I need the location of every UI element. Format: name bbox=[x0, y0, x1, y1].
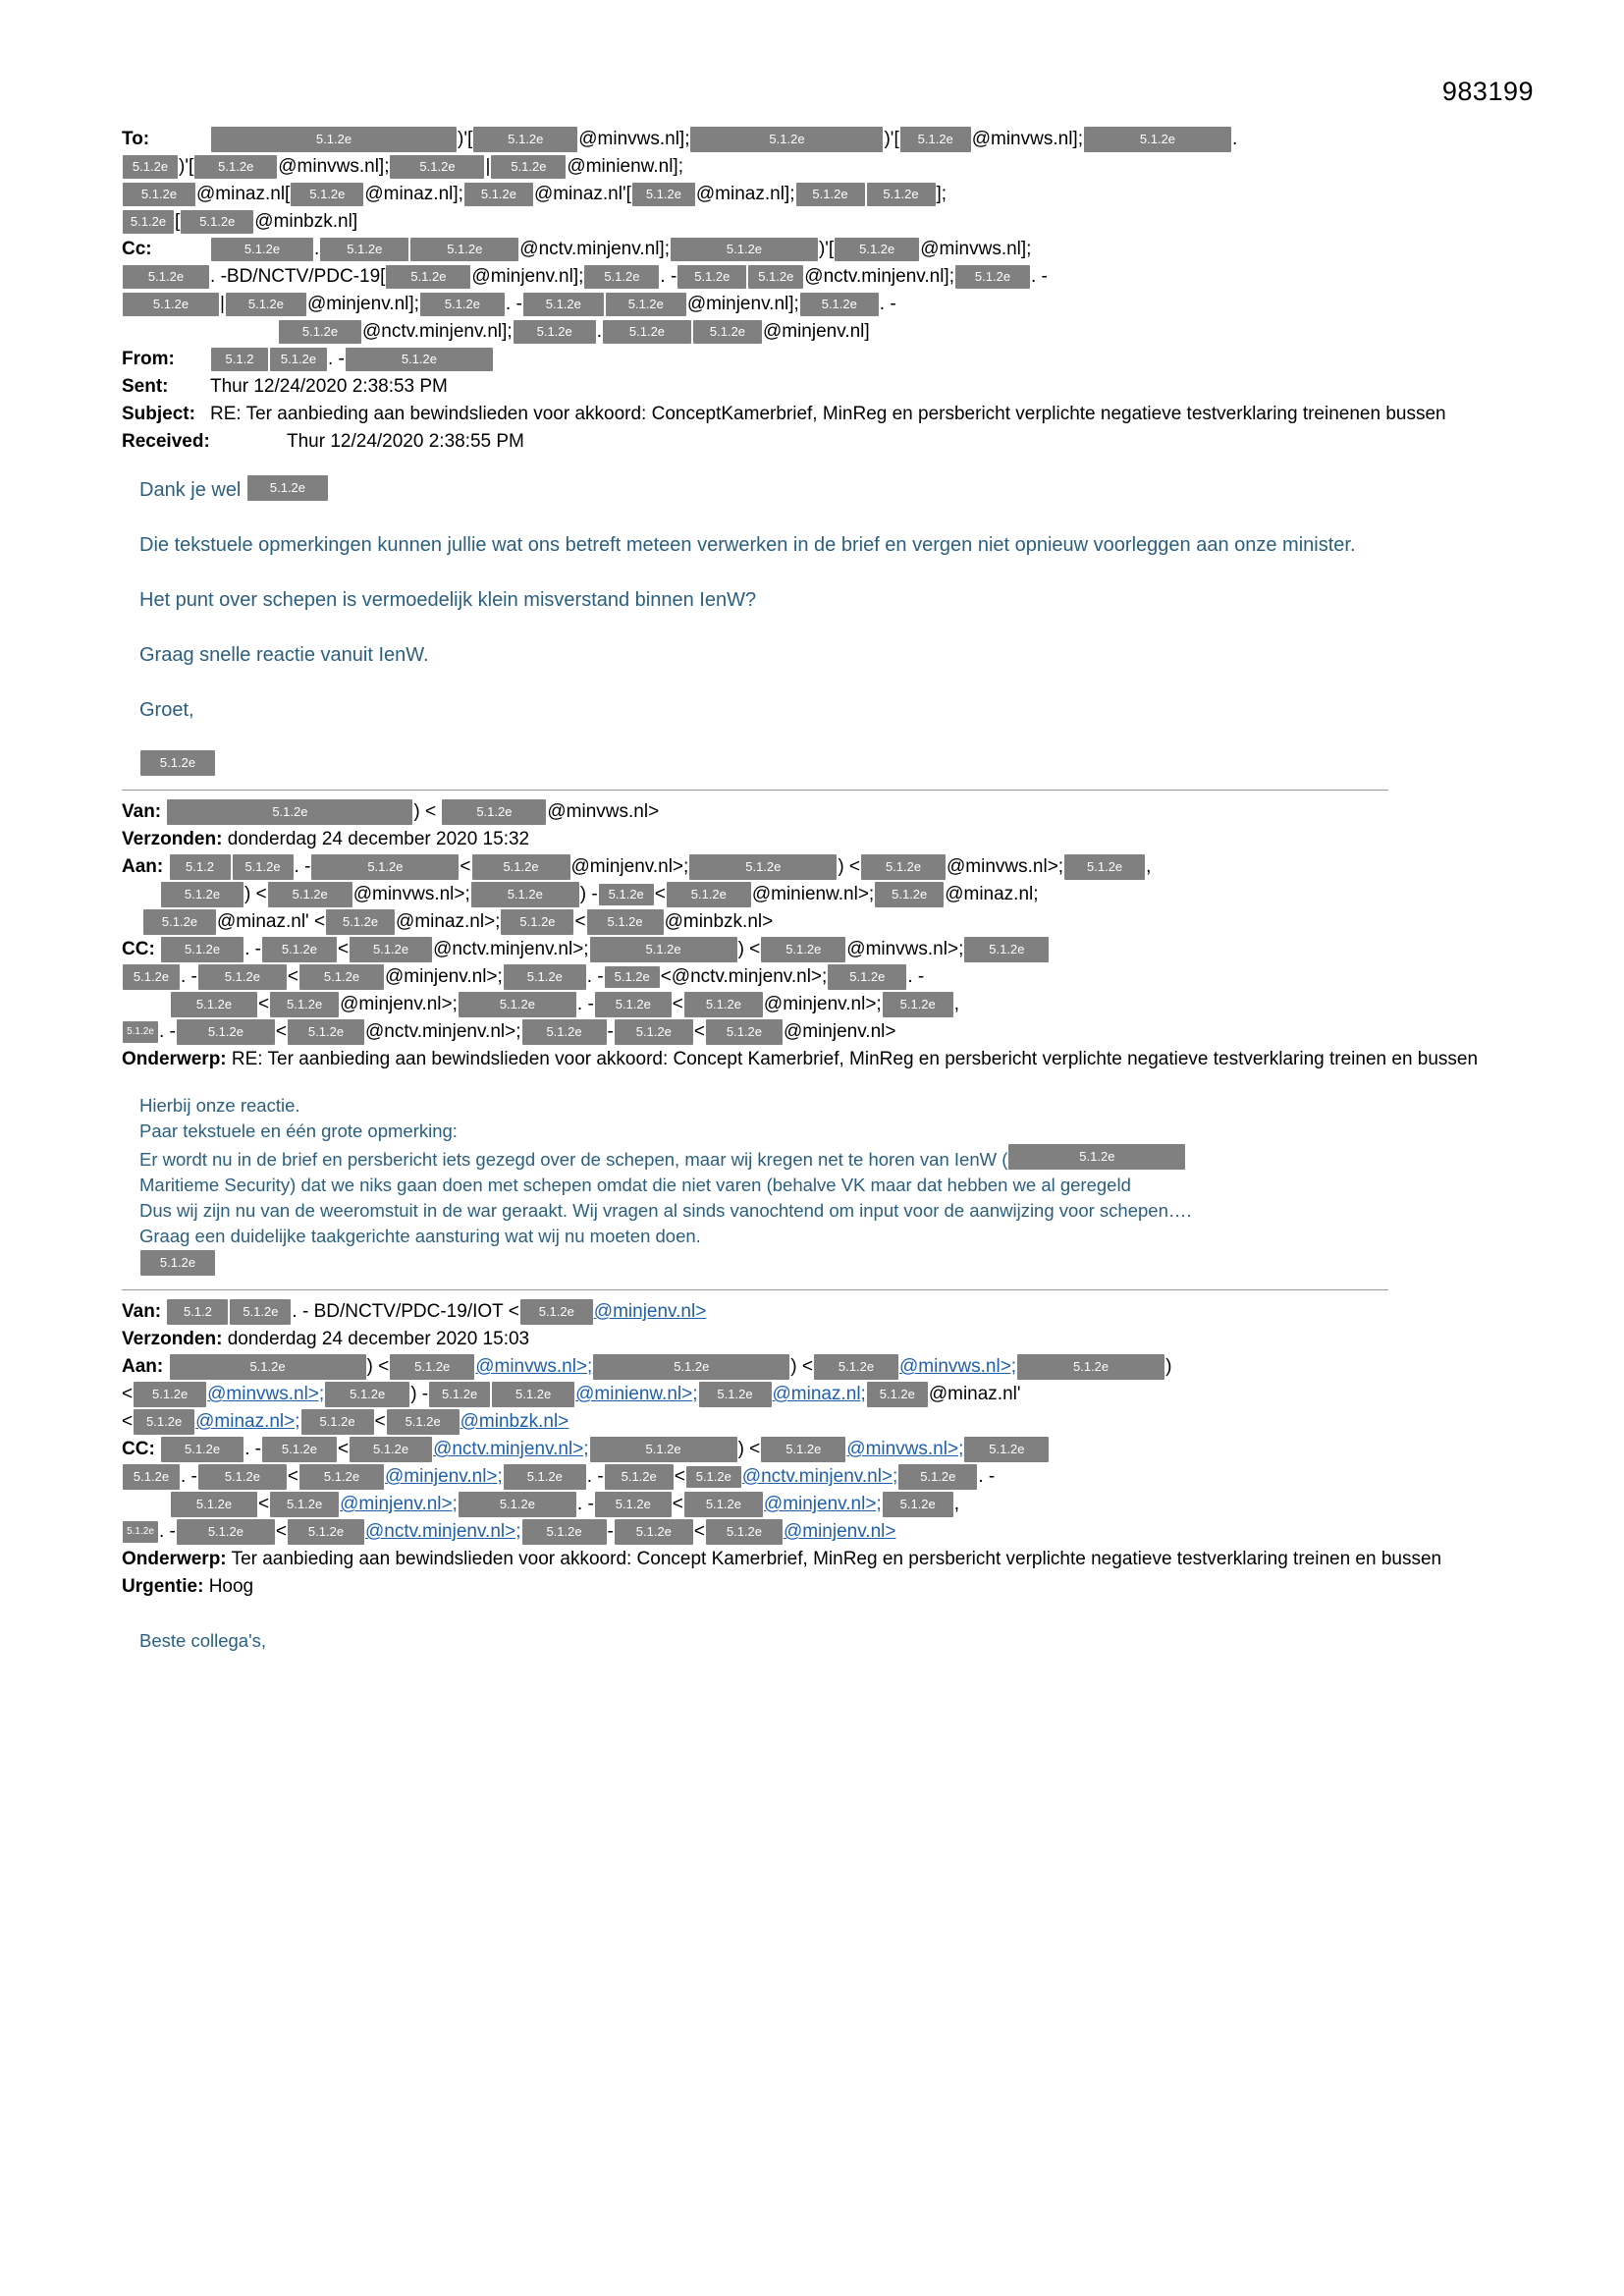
redaction: 5.1.2e bbox=[350, 937, 432, 962]
q1-d12: @nctv.minjenv.nl>; bbox=[671, 966, 828, 987]
q2-d12[interactable]: @nctv.minjenv.nl>; bbox=[741, 1466, 898, 1488]
cc-domain-7: @nctv.minjenv.nl]; bbox=[362, 321, 513, 342]
from-value: 5.1.2 5.1.2e . - 5.1.2e bbox=[210, 349, 494, 369]
redaction: 5.1.2e bbox=[898, 1464, 977, 1490]
redaction: 5.1.2e bbox=[761, 937, 845, 962]
redaction: 5.1.2e bbox=[140, 750, 215, 776]
q2-body-greeting: Beste collega's, bbox=[139, 1630, 266, 1652]
quote2-van-domain[interactable]: @minjenv.nl> bbox=[593, 1301, 707, 1323]
to-domain-3: @minvws.nl]; bbox=[278, 156, 390, 177]
quote2-cc-label: CC: bbox=[122, 1439, 155, 1460]
q1-body-line-1: Hierbij onze reactie. bbox=[139, 1095, 300, 1116]
q1-body-line-5: Dus wij zijn nu van de weeromstuit in de war geraakt. Wij vragen al sinds vanochtend om input voor de aanwijzing voor schepen…. bbox=[139, 1200, 1192, 1221]
q1-body-line-3-text: Er wordt nu in de brief en persbericht iets gezegd over de schepen, maar wij kregen net te horen van IenW ( bbox=[139, 1149, 1008, 1170]
redaction: 5.1.2e bbox=[796, 183, 865, 206]
q1-d9: @nctv.minjenv.nl>; bbox=[433, 939, 589, 959]
to-domain-4: @minienw.nl]; bbox=[567, 156, 683, 177]
redaction: 5.1.2e bbox=[288, 1019, 364, 1045]
body-paragraph-1: Die tekstuele opmerkingen kunnen jullie wat ons betreft meteen verwerken in de brief en vergen niet opnieuw voorleggen aan onze minister. bbox=[139, 534, 1356, 556]
q1-d15: @nctv.minjenv.nl>; bbox=[365, 1021, 521, 1042]
cc-domain-6: @minjenv.nl]; bbox=[686, 294, 799, 314]
redaction: 5.1.2e bbox=[301, 1409, 374, 1435]
received-value: Thur 12/24/2020 2:38:55 PM bbox=[287, 431, 524, 452]
redaction: 5.1.2e bbox=[867, 183, 936, 206]
redaction: 5.1.2e bbox=[299, 964, 384, 990]
redaction: 5.1.2e bbox=[900, 127, 971, 152]
q2-d5[interactable]: @minaz.nl; bbox=[772, 1384, 866, 1405]
to-label: To: bbox=[122, 129, 150, 149]
quote1-aan-row-2: 5.1.2e ) < 5.1.2e @minvws.nl>; 5.1.2e ) - 5.1.2e < 5.1.2e @minienw.nl>; 5.1.2e @minaz.nl; bbox=[122, 881, 1516, 908]
redaction: 5.1.2e bbox=[325, 1382, 409, 1407]
quote2-van-label: Van: bbox=[122, 1301, 162, 1323]
redaction: 5.1.2e bbox=[429, 1382, 490, 1407]
cc-domain-5: @minjenv.nl]; bbox=[306, 294, 419, 314]
redaction: 5.1.2e bbox=[123, 210, 174, 234]
quote1-van-row: Van: 5.1.2e ) < 5.1.2e @minvws.nl> bbox=[122, 798, 1516, 826]
q1-body-signature bbox=[139, 1249, 1516, 1276]
redaction: 5.1.2e bbox=[198, 964, 287, 990]
header-to-row-2: 5.1.2e )'[ 5.1.2e @minvws.nl]; 5.1.2e | 5.1.2e @minienw.nl]; bbox=[122, 153, 1516, 181]
document-id: 983199 bbox=[1441, 77, 1534, 106]
redaction: 5.1.2e bbox=[800, 293, 879, 316]
redaction: 5.1.2e bbox=[492, 1382, 574, 1407]
redaction: 5.1.2e bbox=[346, 348, 493, 371]
cc-value: 5.1.2e . 5.1.2e 5.1.2e @nctv.minjenv.nl]; 5.1.2e )'[ 5.1.2e @minvws.nl]; bbox=[210, 239, 1031, 259]
q1-d7: @minaz.nl>; bbox=[396, 911, 501, 932]
redaction: 5.1.2e bbox=[593, 1354, 789, 1380]
redaction: 5.1.2e bbox=[464, 183, 533, 206]
redaction: 5.1.2e bbox=[595, 992, 672, 1017]
q1-d4: @minienw.nl>; bbox=[751, 884, 875, 904]
redaction: 5.1.2e bbox=[686, 1466, 741, 1488]
redaction: 5.1.2e bbox=[299, 1464, 384, 1490]
redaction: 5.1.2e bbox=[520, 1299, 593, 1325]
cc-domain-8: @minjenv.nl] bbox=[762, 321, 870, 342]
quote2-urgentie-value: Hoog bbox=[208, 1576, 254, 1598]
redaction: 5.1.2 bbox=[211, 348, 268, 371]
q1-d1: @minjenv.nl>; bbox=[570, 856, 689, 877]
quote2-verzonden-label: Verzonden: bbox=[122, 1329, 223, 1350]
to-value: 5.1.2e )'[ 5.1.2e @minvws.nl]; 5.1.2e )'[ 5.1.2e @minvws.nl]; 5.1.2e . bbox=[210, 129, 1237, 149]
redaction: 5.1.2e bbox=[123, 183, 195, 206]
redaction: 5.1.2e bbox=[390, 1354, 474, 1380]
redaction: 5.1.2e bbox=[350, 1437, 432, 1462]
body-greeting-line bbox=[139, 475, 1516, 505]
q2-d2[interactable]: @minvws.nl>; bbox=[899, 1356, 1017, 1378]
to-domain-5: @minaz.nl[ bbox=[196, 184, 291, 204]
q2-d15[interactable]: @nctv.minjenv.nl>; bbox=[365, 1521, 521, 1543]
quote1-onderwerp-row bbox=[122, 1046, 1516, 1073]
quote2-van-row bbox=[122, 1298, 1516, 1326]
q1-body-line-6: Graag een duidelijke taakgerichte aansturing wat wij nu moeten doen. bbox=[139, 1226, 701, 1246]
q1-d8: @minbzk.nl> bbox=[664, 911, 774, 932]
quote-divider-1 bbox=[122, 790, 1388, 791]
redaction: 5.1.2e bbox=[706, 1019, 783, 1045]
redaction: 5.1.2e bbox=[1008, 1144, 1185, 1170]
redaction: 5.1.2e bbox=[386, 265, 470, 289]
quote1-aan-row: Aan: 5.1.2 5.1.2e . - 5.1.2e < 5.1.2e @minjenv.nl>; 5.1.2e ) < 5.1.2e @minvws.nl>; 5.1.2e , bbox=[122, 853, 1516, 881]
redaction: 5.1.2e bbox=[123, 1021, 158, 1043]
redaction: 5.1.2e bbox=[247, 475, 328, 501]
redaction: 5.1.2e bbox=[161, 937, 244, 962]
quote2-cc-row-3: 5.1.2e < 5.1.2e @minjenv.nl>; 5.1.2e . - 5.1.2e < 5.1.2e @minjenv.nl>; 5.1.2e , bbox=[122, 1491, 1516, 1518]
from-label: From: bbox=[122, 349, 175, 369]
body-paragraph-4: Groet, bbox=[139, 699, 194, 721]
redaction: 5.1.2e bbox=[171, 992, 257, 1017]
quote2-onderwerp-label: Onderwerp: bbox=[122, 1549, 227, 1570]
redaction: 5.1.2e bbox=[523, 293, 604, 316]
redaction: 5.1.2e bbox=[270, 348, 327, 371]
redaction: 5.1.2 bbox=[170, 854, 231, 880]
redaction: 5.1.2e bbox=[883, 992, 953, 1017]
redaction: 5.1.2e bbox=[684, 1492, 763, 1517]
email-body bbox=[139, 475, 1516, 725]
redaction: 5.1.2e bbox=[473, 127, 577, 152]
redaction: 5.1.2e bbox=[134, 1382, 206, 1407]
redaction: 5.1.2e bbox=[835, 238, 919, 261]
redaction: 5.1.2e bbox=[194, 155, 277, 179]
header-to-row-4: 5.1.2e [ 5.1.2e @minbzk.nl] bbox=[122, 208, 1516, 236]
quote2-aan-row: Aan: 5.1.2e ) < 5.1.2e @minvws.nl>; 5.1.2e ) < 5.1.2e @minvws.nl>; 5.1.2e ) bbox=[122, 1353, 1516, 1381]
header-subject-row bbox=[122, 401, 1516, 428]
quoted-message-1 bbox=[122, 798, 1516, 1073]
redaction: 5.1.2e bbox=[690, 127, 883, 152]
redaction: 5.1.2e bbox=[167, 799, 412, 825]
quote1-verzonden-value: donderdag 24 december 2020 15:32 bbox=[227, 829, 530, 849]
redaction: 5.1.2e bbox=[211, 127, 457, 152]
redaction: 5.1.2e bbox=[955, 265, 1030, 289]
quote2-onderwerp-row bbox=[122, 1546, 1516, 1573]
quote2-van-suffix: . - BD/NCTV/PDC-19/IOT < bbox=[292, 1301, 519, 1323]
quote1-verzonden-row bbox=[122, 826, 1516, 853]
header-received-row bbox=[122, 428, 1516, 456]
q2-d9[interactable]: @nctv.minjenv.nl>; bbox=[433, 1439, 589, 1460]
quote1-onderwerp-value: RE: Ter aanbieding aan bewindslieden voor akkoord: Concept Kamerbrief, MinReg en persbericht verplichte negatieve testverklaring treinen en bussen bbox=[231, 1049, 1479, 1069]
redaction: 5.1.2e bbox=[123, 1521, 158, 1543]
redaction: 5.1.2e bbox=[587, 909, 664, 935]
quote1-van-label: Van: bbox=[122, 801, 162, 822]
redaction: 5.1.2e bbox=[599, 884, 654, 905]
redaction: 5.1.2e bbox=[605, 966, 660, 988]
q2-d11[interactable]: @minjenv.nl>; bbox=[385, 1466, 503, 1488]
q1-d11: @minjenv.nl>; bbox=[385, 966, 503, 987]
redaction: 5.1.2e bbox=[522, 1519, 607, 1545]
body-paragraph-2: Het punt over schepen is vermoedelijk klein misverstand binnen IenW? bbox=[139, 589, 757, 611]
redaction: 5.1.2e bbox=[615, 1019, 693, 1045]
cc-domain-2: @minvws.nl]; bbox=[920, 239, 1032, 259]
q1-body-line-4: Maritieme Security) dat we niks gaan doen met schepen omdat die niet varen (behalve VK maar dat hebben we al geregeld bbox=[139, 1175, 1131, 1195]
header-cc-row-3: 5.1.2e | 5.1.2e @minjenv.nl]; 5.1.2e . - 5.1.2e 5.1.2e @minjenv.nl]; 5.1.2e . - bbox=[122, 291, 1516, 318]
redaction: 5.1.2e bbox=[123, 964, 180, 990]
redaction: 5.1.2e bbox=[867, 1382, 928, 1407]
subject-label: Subject: bbox=[122, 404, 195, 424]
redaction: 5.1.2e bbox=[270, 992, 339, 1017]
quote1-cc-label: CC: bbox=[122, 939, 155, 959]
redaction: 5.1.2e bbox=[761, 1437, 845, 1462]
q1-d16: @minjenv.nl> bbox=[783, 1021, 896, 1042]
redaction: 5.1.2e bbox=[590, 937, 737, 962]
header-to-row bbox=[122, 126, 1516, 153]
redaction: 5.1.2e bbox=[504, 1464, 586, 1490]
to-domain-2: @minvws.nl]; bbox=[971, 129, 1083, 149]
redaction: 5.1.2e bbox=[605, 1464, 674, 1490]
redaction: 5.1.2e bbox=[270, 1492, 339, 1517]
quote1-van-domain: @minvws.nl> bbox=[547, 801, 660, 822]
quote2-aan-row-2: < 5.1.2e @minvws.nl>; 5.1.2e ) - 5.1.2e 5.1.2e @minienw.nl>; 5.1.2e @minaz.nl; 5.1.2e @minaz.nl' bbox=[122, 1381, 1516, 1408]
sent-value: Thur 12/24/2020 2:38:53 PM bbox=[210, 376, 448, 397]
q2-d13[interactable]: @minjenv.nl>; bbox=[340, 1494, 458, 1515]
redaction: 5.1.2e bbox=[1017, 1354, 1164, 1380]
q1-d13: @minjenv.nl>; bbox=[340, 994, 458, 1014]
redaction: 5.1.2e bbox=[177, 1519, 275, 1545]
q2-d6: @minaz.nl' bbox=[928, 1384, 1021, 1405]
quote1-onderwerp-label: Onderwerp: bbox=[122, 1049, 227, 1069]
quote2-verzonden-row bbox=[122, 1326, 1516, 1353]
to-domain-7: @minaz.nl'[ bbox=[533, 184, 631, 204]
redaction: 5.1.2e bbox=[875, 882, 944, 907]
quote2-urgentie-row bbox=[122, 1573, 1516, 1601]
q2-d1[interactable]: @minvws.nl>; bbox=[475, 1356, 593, 1378]
redaction: 5.1.2e bbox=[226, 293, 306, 316]
redaction: 5.1.2e bbox=[198, 1464, 287, 1490]
redaction: 5.1.2e bbox=[442, 799, 546, 825]
q1-d2: @minvws.nl>; bbox=[947, 856, 1064, 877]
redaction: 5.1.2e bbox=[693, 320, 762, 344]
redaction: 5.1.2e bbox=[706, 1519, 783, 1545]
body-paragraph-3: Graag snelle reactie vanuit IenW. bbox=[139, 644, 429, 666]
redaction: 5.1.2e bbox=[964, 1437, 1049, 1462]
q2-d3[interactable]: @minvws.nl>; bbox=[207, 1384, 325, 1405]
quote2-cc-row-2: 5.1.2e . - 5.1.2e < 5.1.2e @minjenv.nl>; 5.1.2e . - 5.1.2e < 5.1.2e @nctv.minjenv.nl>; 5.1.2e . - bbox=[122, 1463, 1516, 1491]
cc-bd-nctv: -BD/NCTV/PDC-19[ bbox=[220, 266, 386, 287]
redaction: 5.1.2e bbox=[177, 1019, 275, 1045]
redaction: 5.1.2e bbox=[387, 1409, 460, 1435]
quote2-onderwerp-value: Ter aanbieding aan bewindslieden voor akkoord: Concept Kamerbrief, MinReg en persbericht verplichte negatieve testverklaring treinen en bussen bbox=[231, 1549, 1442, 1570]
redaction: 5.1.2e bbox=[134, 1409, 194, 1435]
redaction: 5.1.2e bbox=[123, 293, 219, 316]
body-greeting: Dank je wel bbox=[139, 479, 242, 501]
quoted-message-2-body bbox=[139, 1628, 1516, 1654]
quoted-message-1-body bbox=[139, 1093, 1516, 1276]
quote2-cc-row: CC: 5.1.2e . - 5.1.2e < 5.1.2e @nctv.minjenv.nl>; 5.1.2e ) < 5.1.2e @minvws.nl>; 5.1.2e bbox=[122, 1436, 1516, 1463]
q1-body-line-3 bbox=[139, 1144, 1516, 1173]
to-domain-8: @minaz.nl]; bbox=[695, 184, 795, 204]
redaction: 5.1.2e bbox=[814, 1354, 898, 1380]
redaction: 5.1.2e bbox=[522, 1019, 607, 1045]
redaction: 5.1.2e bbox=[883, 1492, 953, 1517]
quote1-cc-row: CC: 5.1.2e . - 5.1.2e < 5.1.2e @nctv.minjenv.nl>; 5.1.2e ) < 5.1.2e @minvws.nl>; 5.1.2e bbox=[122, 936, 1516, 963]
redaction: 5.1.2e bbox=[262, 937, 337, 962]
redaction: 5.1.2e bbox=[181, 210, 253, 234]
quote1-aan-label: Aan: bbox=[122, 856, 164, 877]
to-domain-6: @minaz.nl]; bbox=[364, 184, 463, 204]
redaction: 5.1.2e bbox=[291, 183, 363, 206]
redaction: 5.1.2e bbox=[410, 238, 518, 261]
q2-d8[interactable]: @minbzk.nl> bbox=[460, 1411, 569, 1433]
redaction: 5.1.2e bbox=[1084, 127, 1231, 152]
received-label: Received: bbox=[122, 431, 210, 452]
q1-body-line-2: Paar tekstuele en één grote opmerking: bbox=[139, 1121, 458, 1141]
header-cc-row-2: 5.1.2e . -BD/NCTV/PDC-19[ 5.1.2e @minjenv.nl]; 5.1.2e . - 5.1.2e 5.1.2e @nctv.minjenv.nl]; 5.1.2e . - bbox=[122, 263, 1516, 291]
redaction: 5.1.2e bbox=[699, 1382, 772, 1407]
quote1-cc-row-3: 5.1.2e < 5.1.2e @minjenv.nl>; 5.1.2e . - 5.1.2e < 5.1.2e @minjenv.nl>; 5.1.2e , bbox=[122, 991, 1516, 1018]
redaction: 5.1.2e bbox=[288, 1519, 364, 1545]
redaction: 5.1.2e bbox=[828, 964, 906, 990]
redaction: 5.1.2e bbox=[459, 992, 576, 1017]
q1-d3: @minvws.nl>; bbox=[352, 884, 470, 904]
redaction: 5.1.2e bbox=[390, 155, 484, 179]
q1-d14: @minjenv.nl>; bbox=[763, 994, 882, 1014]
header-to-row-3: 5.1.2e @minaz.nl[ 5.1.2e @minaz.nl]; 5.1.2e @minaz.nl'[ 5.1.2e @minaz.nl]; 5.1.2e 5.1.2e ]; bbox=[122, 181, 1516, 208]
q2-d4[interactable]: @minienw.nl>; bbox=[575, 1384, 698, 1405]
redaction: 5.1.2e bbox=[615, 1519, 693, 1545]
redaction: 5.1.2e bbox=[590, 1437, 737, 1462]
redaction: 5.1.2e bbox=[279, 320, 361, 344]
redaction: 5.1.2e bbox=[123, 265, 209, 289]
redaction: 5.1.2e bbox=[595, 1492, 672, 1517]
redaction: 5.1.2e bbox=[964, 937, 1049, 962]
quote2-cc-row-4: 5.1.2e . - 5.1.2e < 5.1.2e @nctv.minjenv.nl>; 5.1.2e - 5.1.2e < 5.1.2e @minjenv.nl> bbox=[122, 1518, 1516, 1546]
q2-d14[interactable]: @minjenv.nl>; bbox=[763, 1494, 882, 1515]
redaction: 5.1.2e bbox=[584, 265, 659, 289]
email-content bbox=[122, 126, 1516, 1654]
header-from-row bbox=[122, 346, 1516, 373]
redaction: 5.1.2e bbox=[689, 854, 837, 880]
redaction: 5.1.2e bbox=[311, 854, 459, 880]
cc-label: Cc: bbox=[122, 239, 152, 259]
redaction: 5.1.2e bbox=[504, 964, 586, 990]
header-cc-row-4: 5.1.2e @nctv.minjenv.nl]; 5.1.2e . 5.1.2e 5.1.2e @minjenv.nl] bbox=[122, 318, 1516, 346]
redaction: 5.1.2e bbox=[420, 293, 505, 316]
cc-domain-1: @nctv.minjenv.nl]; bbox=[519, 239, 670, 259]
redaction: 5.1.2e bbox=[459, 1492, 576, 1517]
cc-domain-3: @minjenv.nl]; bbox=[471, 266, 584, 287]
redaction: 5.1.2e bbox=[632, 183, 695, 206]
q1-d6: @minaz.nl' bbox=[217, 911, 309, 932]
q1-d10: @minvws.nl>; bbox=[846, 939, 964, 959]
quoted-message-2 bbox=[122, 1298, 1516, 1601]
redaction: 5.1.2e bbox=[262, 1437, 337, 1462]
redaction: 5.1.2e bbox=[471, 882, 579, 907]
redaction: 5.1.2e bbox=[1064, 854, 1145, 880]
redaction: 5.1.2e bbox=[211, 238, 313, 261]
quote2-urgentie-label: Urgentie: bbox=[122, 1576, 204, 1598]
to-domain-9: @minbzk.nl] bbox=[254, 211, 358, 232]
redaction: 5.1.2 bbox=[167, 1299, 228, 1325]
redaction: 5.1.2e bbox=[326, 909, 395, 935]
quote1-aan-row-3: 5.1.2e @minaz.nl' < 5.1.2e @minaz.nl>; 5.1.2e < 5.1.2e @minbzk.nl> bbox=[122, 908, 1516, 936]
quote2-verzonden-value: donderdag 24 december 2020 15:03 bbox=[227, 1329, 530, 1350]
quote-divider-2 bbox=[122, 1289, 1388, 1290]
quote2-aan-row-3: < 5.1.2e @minaz.nl>; 5.1.2e < 5.1.2e @minbzk.nl> bbox=[122, 1408, 1516, 1436]
redaction: 5.1.2e bbox=[677, 265, 746, 289]
redaction: 5.1.2e bbox=[861, 854, 946, 880]
redaction: 5.1.2e bbox=[161, 882, 244, 907]
redaction: 5.1.2e bbox=[123, 155, 178, 179]
redaction: 5.1.2e bbox=[606, 293, 686, 316]
redaction: 5.1.2e bbox=[514, 320, 596, 344]
redaction: 5.1.2e bbox=[472, 854, 570, 880]
redaction: 5.1.2e bbox=[143, 909, 216, 935]
cc-domain-4: @nctv.minjenv.nl]; bbox=[804, 266, 954, 287]
redaction: 5.1.2e bbox=[671, 238, 818, 261]
sent-label: Sent: bbox=[122, 376, 169, 397]
redaction: 5.1.2e bbox=[748, 265, 803, 289]
redaction: 5.1.2e bbox=[501, 909, 573, 935]
redaction: 5.1.2e bbox=[171, 1492, 257, 1517]
header-cc-row bbox=[122, 236, 1516, 263]
email-header bbox=[122, 126, 1516, 456]
q2-d10[interactable]: @minvws.nl>; bbox=[846, 1439, 964, 1460]
signature-redaction-wrap bbox=[139, 750, 1516, 776]
redaction: 5.1.2e bbox=[491, 155, 566, 179]
subject-value: RE: Ter aanbieding aan bewindslieden voor akkoord: ConceptKamerbrief, MinReg en persbericht verplichte negatieve testverklaring treinenen bussen bbox=[210, 404, 1446, 424]
redaction: 5.1.2e bbox=[684, 992, 763, 1017]
redaction: 5.1.2e bbox=[667, 882, 751, 907]
redaction: 5.1.2e bbox=[123, 1464, 180, 1490]
quote1-verzonden-label: Verzonden: bbox=[122, 829, 223, 849]
redaction: 5.1.2e bbox=[233, 854, 294, 880]
redaction: 5.1.2e bbox=[268, 882, 352, 907]
header-sent-row bbox=[122, 373, 1516, 401]
quote1-cc-row-2: 5.1.2e . - 5.1.2e < 5.1.2e @minjenv.nl>; 5.1.2e . - 5.1.2e <@nctv.minjenv.nl>; 5.1.2e . - bbox=[122, 963, 1516, 991]
quote1-cc-row-4: 5.1.2e . - 5.1.2e < 5.1.2e @nctv.minjenv.nl>; 5.1.2e - 5.1.2e < 5.1.2e @minjenv.nl> bbox=[122, 1018, 1516, 1046]
quote2-aan-label: Aan: bbox=[122, 1356, 164, 1378]
redaction: 5.1.2e bbox=[320, 238, 408, 261]
q2-d16[interactable]: @minjenv.nl> bbox=[783, 1521, 896, 1543]
q1-d5: @minaz.nl; bbox=[945, 884, 1039, 904]
q2-d7[interactable]: @minaz.nl>; bbox=[195, 1411, 300, 1433]
redaction: 5.1.2e bbox=[140, 1250, 215, 1276]
redaction: 5.1.2e bbox=[170, 1354, 366, 1380]
redaction: 5.1.2e bbox=[161, 1437, 244, 1462]
redaction: 5.1.2e bbox=[230, 1299, 291, 1325]
redaction: 5.1.2e bbox=[603, 320, 691, 344]
to-domain-1: @minvws.nl]; bbox=[578, 129, 690, 149]
